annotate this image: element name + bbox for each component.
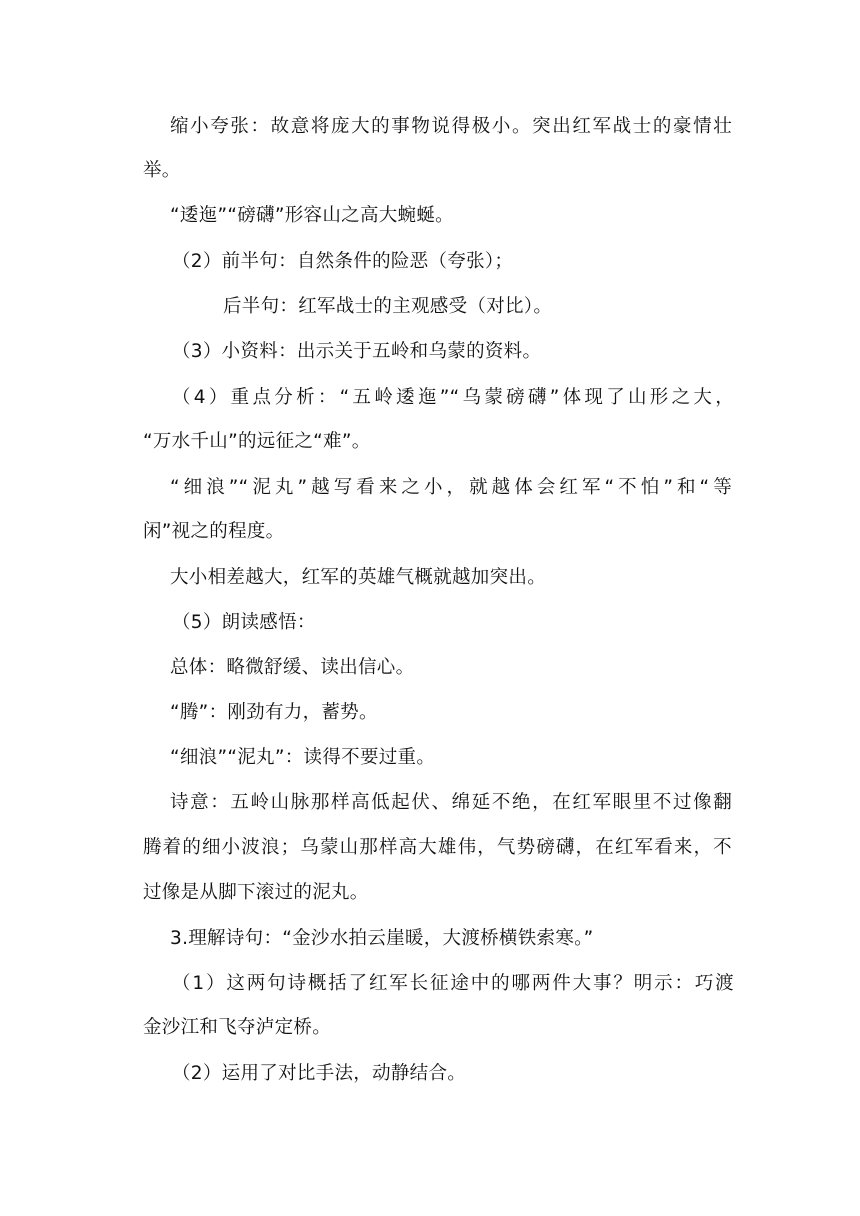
text-line: 举。	[143, 160, 181, 181]
text-line: 后半句：红军战士的主观感受（对比）。	[223, 296, 553, 317]
text-line: 金沙江和飞夺泸定桥。	[143, 1017, 332, 1038]
text-line: 大小相差越大，红军的英雄气概就越加突出。	[170, 567, 547, 588]
text-line: （1）这两句诗概括了红军长征途中的哪两件大事？明示：巧渡	[172, 973, 734, 994]
text-line: “逶迤”“磅礴”形容山之高大蜿蜒。	[170, 205, 454, 226]
text-line: （3）小资料：出示关于五岭和乌蒙的资料。	[172, 341, 542, 362]
text-line: “细浪”“泥丸”：读得不要过重。	[170, 747, 436, 768]
text-line: 缩小夸张：故意将庞大的事物说得极小。突出红军战士的豪情壮	[170, 116, 732, 137]
text-line: 腾着的细小波浪；乌蒙山那样高大雄伟，气势磅礴，在红军看来，不	[143, 837, 732, 858]
text-line: 闲”视之的程度。	[143, 521, 285, 542]
text-line: 总体：略微舒缓、读出信心。	[170, 657, 415, 678]
text-line: 过像是从脚下滚过的泥丸。	[143, 882, 369, 903]
text-line: （2）前半句：自然条件的险恶（夸张）；	[172, 251, 514, 272]
text-line: （2）运用了对比手法，动静结合。	[172, 1063, 467, 1084]
text-line: “腾”：刚劲有力，蓄势。	[170, 702, 378, 723]
text-line: （5）朗读感悟：	[172, 612, 316, 633]
text-line: 诗意：五岭山脉那样高低起伏、绵延不绝，在红军眼里不过像翻	[170, 792, 732, 813]
text-line: “细浪”“泥丸”越写看来之小，就越体会红军“不怕”和“等	[170, 477, 732, 498]
text-line: “万水千山”的远征之“难”。	[143, 431, 371, 452]
text-line: 3.理解诗句：“金沙水拍云崖暖，大渡桥横铁索寒。”	[170, 928, 594, 949]
text-line: （4）重点分析：“五岭逶迤”“乌蒙磅礴”体现了山形之大，	[172, 387, 734, 408]
